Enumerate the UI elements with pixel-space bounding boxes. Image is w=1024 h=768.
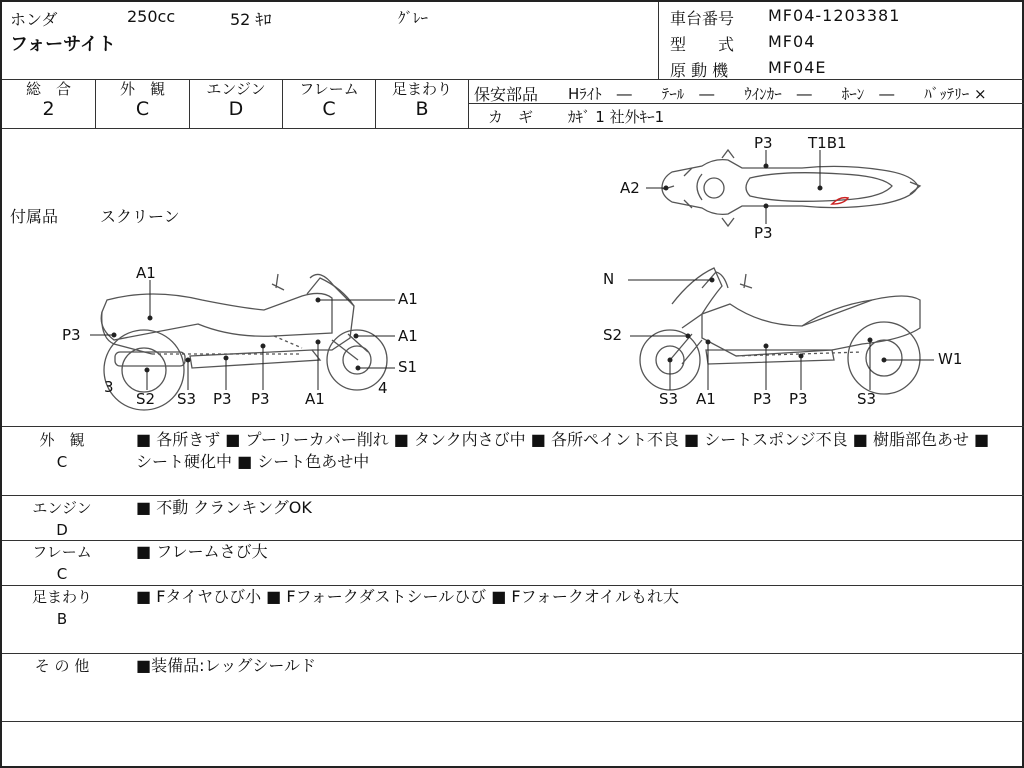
damage-code-label: S2 [603,326,623,344]
damage-code-label: P3 [754,224,773,242]
damage-code-label: P3 [789,390,808,408]
remark-divider [2,495,1024,496]
grade-frame [283,80,375,120]
key-label: カ ギ [488,108,534,126]
damage-code-label: T1B1 [808,134,847,152]
maker: ホンダ [10,10,58,29]
type-label: 型 式 [670,35,735,54]
remark-other-text: ■装備品:レッグシールド [136,656,317,675]
frame-no: MF04-1203381 [768,6,901,25]
key-value: ｶｷﾞ 1 社外ｷｰ1 [568,108,665,126]
remark-engine-text: ■ 不動 クランキングOK [136,498,312,517]
accessories-label: 付属品 [10,207,59,226]
top-view-scooter [662,150,920,226]
grade-label: エンジン [206,80,266,98]
remark-other-label [22,655,102,677]
damage-code-label: P3 [62,326,81,344]
remark-grade: B [56,610,68,628]
grade-exterior [96,80,189,120]
grade-label: 外 観 [119,80,165,98]
remark-exterior-text: ■ 各所きず ■ プーリーカバー削れ ■ タンク内さび中 ■ 各所ペイント不良 ■ シートスポンジ不良 ■ 樹脂部色あせ ■ シート硬化中 ■ シート色あせ中 [136,430,990,471]
damage-code-label: A1 [398,290,418,308]
accessories-value: スクリーン [100,207,180,226]
grade-overall [2,80,95,120]
remark-engine-label [22,497,102,541]
remark-label: そ の 他 [34,657,90,675]
diagram-bottom-line [2,426,1024,427]
remark-label: 外 観 [39,431,85,449]
grade-value: 2 [42,98,55,120]
color: ｸﾞﾚｰ [398,9,429,27]
damage-code-label: P3 [213,390,232,408]
mileage: 52 ｷﾛ [230,10,272,29]
damage-code-label: P3 [251,390,270,408]
safety-divider [469,103,1024,104]
remark-bottom-line [2,721,1024,722]
remark-divider [2,653,1024,654]
safety-items: Hﾗｲﾄ ― ﾃｰﾙ ― ｳｲﾝｶｰ ― ﾎｰﾝ ― ﾊﾞｯﾃﾘｰ × [568,85,987,103]
remark-suspension-text: ■ Fタイヤひび小 ■ Fフォークダストシールひび ■ Fフォークオイルもれ大 [136,587,680,606]
damage-code-label: A1 [696,390,716,408]
remark-frame-text: ■ フレームさび大 [136,542,268,561]
engine-label: 原 動 機 [670,61,729,80]
damage-code-label: A1 [305,390,325,408]
displacement: 250cc [127,7,176,26]
remark-grade: D [56,521,68,539]
damage-code-label: P3 [754,134,773,152]
grade-divider [468,80,469,128]
remark-label: 足まわり [31,588,92,606]
remark-suspension-label [22,586,102,630]
right-side-scooter [640,268,920,394]
damage-code-label: 4 [378,379,388,397]
grade-value: D [228,98,244,120]
damage-code-label: S1 [398,358,418,376]
grade-value: C [135,98,150,120]
grade-value: B [415,98,429,120]
header-divider [658,2,659,80]
damage-code-label: S2 [136,390,156,408]
grade-label: フレーム [299,80,359,98]
remark-exterior-label [22,429,102,473]
grade-label: 足まわり [391,80,452,98]
safety-title: 保安部品 [474,85,539,104]
damage-code-label: W1 [938,350,963,368]
damage-code-label: 3 [104,378,114,396]
grade-label: 総 合 [25,80,71,98]
type-value: MF04 [768,32,816,51]
frame-no-label: 車台番号 [670,9,735,28]
grade-value: C [322,98,336,120]
grade-engine [190,80,282,120]
damage-code-label: N [603,270,615,288]
model-name: フォーサイト [10,34,116,55]
remark-grade: C [56,565,68,583]
damage-code-label: S3 [659,390,679,408]
engine-value: MF04E [768,58,827,77]
grade-suspension [376,80,468,120]
remark-grade: C [56,453,68,471]
damage-code-label: A1 [398,327,418,345]
remark-label: エンジン [32,499,92,517]
damage-code-label: S3 [857,390,877,408]
damage-code-label: P3 [753,390,772,408]
remark-label: フレーム [32,543,92,561]
remark-frame-label [22,541,102,585]
damage-code-label: S3 [177,390,197,408]
damage-code-label: A1 [136,264,156,282]
damage-code-label: A2 [620,179,640,197]
